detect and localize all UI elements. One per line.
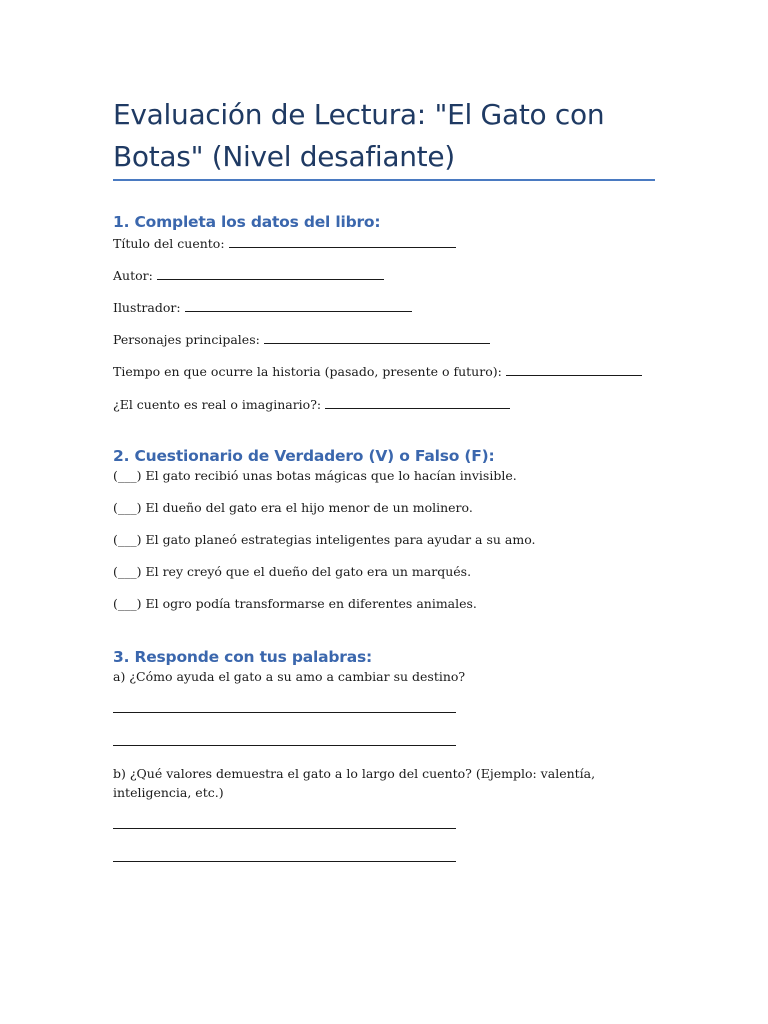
- section-heading: 3. Responde con tus palabras:: [113, 648, 373, 666]
- field-label: Ilustrador:: [113, 300, 181, 315]
- field-label: Personajes principales:: [113, 332, 260, 347]
- field-illustrator: [113, 300, 412, 316]
- answer-line[interactable]: [113, 861, 456, 862]
- section-open-questions: [113, 647, 673, 667]
- true-false-item[interactable]: [113, 532, 535, 548]
- statement-text: (___) El ogro podía transformarse en diferentes animales.: [113, 596, 477, 611]
- true-false-item[interactable]: [113, 596, 477, 612]
- question-b: [113, 764, 643, 802]
- answer-line[interactable]: [113, 745, 456, 746]
- statement-text: (___) El dueño del gato era el hijo menor de un molinero.: [113, 500, 473, 515]
- question-text: b) ¿Qué valores demuestra el gato a lo largo del cuento? (Ejemplo: valentía, inteligencia, etc.): [113, 766, 596, 800]
- fill-in-blank[interactable]: [506, 374, 642, 376]
- section-book-data: [113, 212, 673, 232]
- true-false-item[interactable]: [113, 500, 473, 516]
- field-author: [113, 268, 384, 284]
- section-heading: 1. Completa los datos del libro:: [113, 213, 381, 231]
- section-heading: 2. Cuestionario de Verdadero (V) o Falso (F):: [113, 447, 495, 465]
- answer-line[interactable]: [113, 828, 456, 829]
- true-false-item[interactable]: [113, 564, 471, 580]
- field-label: Tiempo en que ocurre la historia (pasado, presente o futuro):: [113, 364, 502, 379]
- section-true-false: [113, 446, 673, 466]
- field-title: [113, 236, 456, 252]
- field-time: [113, 364, 642, 380]
- field-label: Autor:: [113, 268, 153, 283]
- title-underline: [113, 179, 655, 181]
- question-text: a) ¿Cómo ayuda el gato a su amo a cambiar su destino?: [113, 669, 466, 684]
- fill-in-blank[interactable]: [157, 278, 384, 280]
- true-false-item[interactable]: [113, 468, 517, 484]
- statement-text: (___) El gato planeó estrategias inteligentes para ayudar a su amo.: [113, 532, 536, 547]
- document-title: Evaluación de Lectura: "El Gato con Botas" (Nivel desafiante): [113, 98, 605, 173]
- question-a: [113, 669, 465, 685]
- field-label: ¿El cuento es real o imaginario?:: [113, 397, 322, 412]
- fill-in-blank[interactable]: [325, 407, 510, 409]
- answer-line[interactable]: [113, 712, 456, 713]
- field-real-or-imaginary: [113, 397, 510, 413]
- statement-text: (___) El rey creyó que el dueño del gato era un marqués.: [113, 564, 472, 579]
- fill-in-blank[interactable]: [264, 342, 490, 344]
- fill-in-blank[interactable]: [229, 246, 456, 248]
- field-characters: [113, 332, 490, 348]
- field-label: Título del cuento:: [113, 236, 225, 251]
- fill-in-blank[interactable]: [185, 310, 412, 312]
- statement-text: (___) El gato recibió unas botas mágicas que lo hacían invisible.: [113, 468, 517, 483]
